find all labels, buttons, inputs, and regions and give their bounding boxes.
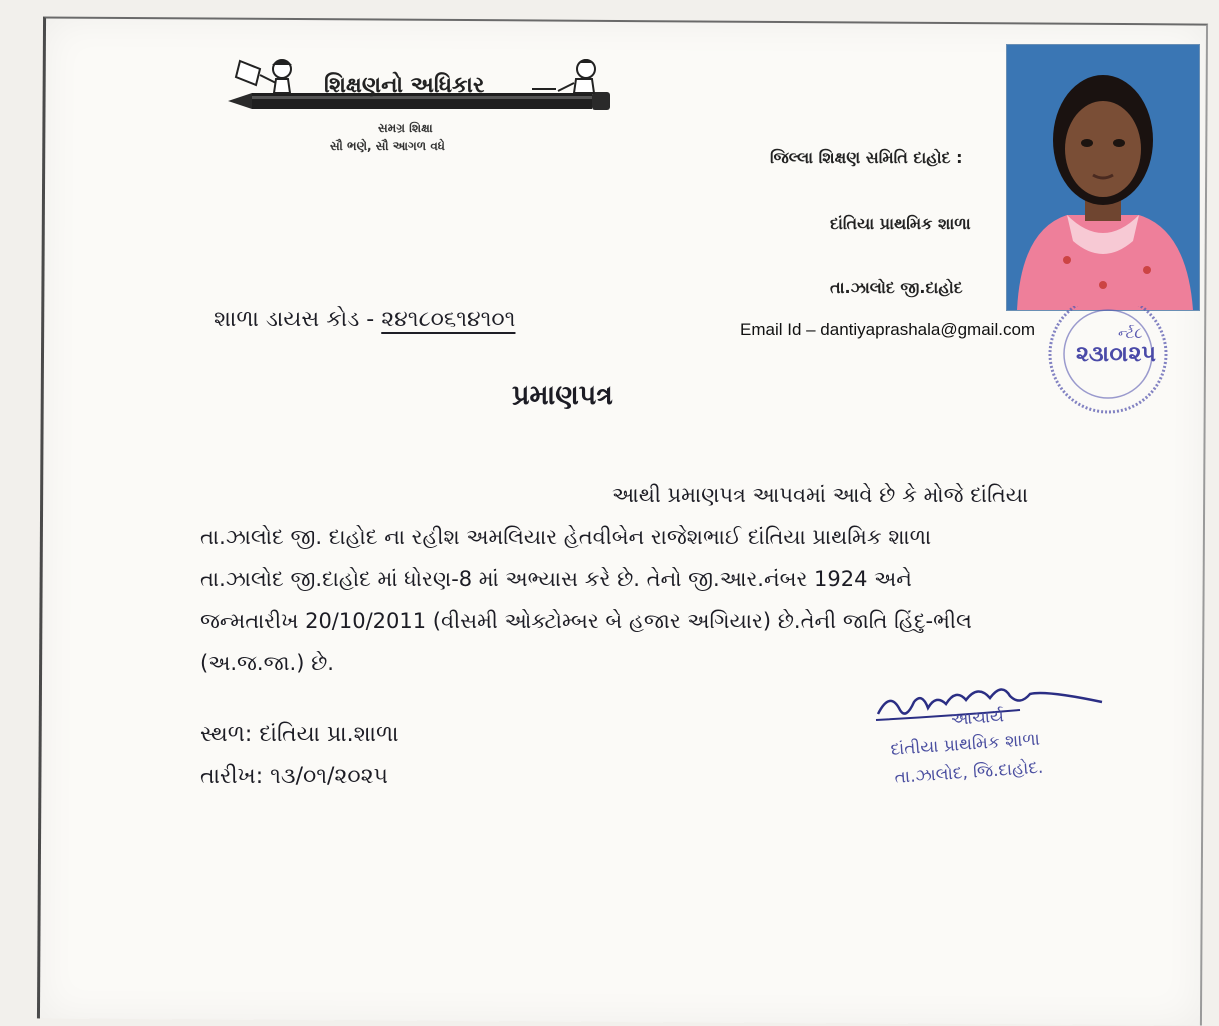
date-line: તારીખ: ૧૩/૦૧/૨૦૨૫ [200, 764, 388, 789]
round-stamp [1038, 306, 1188, 416]
body-line-1: આથી પ્રમાણપત્ર આપવમાં આવે છે કે મોજે દાંતિયા [612, 483, 1029, 507]
body-line-4: જન્મતારીખ 20/10/2011 (વીસમી ઓક્ટોમ્બર બે હજાર અગિયાર) છે.તેની જાતિ હિંદુ-ભીલ [200, 609, 972, 633]
body-line-2: તા.ઝાલોદ જી. દાહોદ ના રહીશ અમલિયાર હેતવીબેન રાજેશભાઈ દાંતિયા પ્રાથમિક શાળા [200, 525, 932, 549]
signature-place: તા.ઝાલોદ, જિ.દાહોદ. [894, 757, 1044, 788]
dise-code-value: ૨૪૧૮૦૬૧૪૧૦૧ [381, 307, 516, 332]
district-committee-name: જિલ્લા શિક્ષણ સમિતિ દાહોદ : [770, 148, 963, 167]
signature-role: આચાર્ય [950, 706, 1005, 730]
samagra-shiksha-logo [220, 55, 620, 165]
logo-subtitle: સમગ્ર શિક્ષા [378, 121, 433, 135]
school-name: દાંતિયા પ્રાથમિક શાળા [830, 214, 971, 233]
certificate-title: પ્રમાણપત્ર [512, 380, 613, 411]
place-line: સ્થળ: દાંતિયા પ્રા.શાળા [200, 722, 399, 747]
stamp-number: ર્ન્ટ૮ [1118, 324, 1143, 342]
logo-title: શિક્ષણનો અધિકાર [324, 73, 485, 98]
body-line-3: તા.ઝાલોદ જી.દાહોદ માં ધોરણ-8 માં અભ્યાસ કરે છે. તેનો જી.આર.નંબર 1924 અને [200, 567, 912, 591]
student-photo [1006, 44, 1200, 311]
dise-code-label: શાળા ડાયસ કોડ - [214, 307, 382, 332]
principal-signature [870, 680, 1120, 800]
signature-school: દાંતીયા પ્રાથમિક શાળા [890, 729, 1041, 760]
logo-tagline: સૌ ભણે, સૌ આગળ વધે [330, 139, 446, 153]
school-address: તા.ઝાલોદ જી.દાહોદ [830, 278, 963, 297]
body-line-5: (અ.જ.જા.) છે. [200, 651, 334, 675]
dise-code-line [214, 307, 515, 332]
stamp-date: ૨૩।૦।૨૫ [1076, 342, 1156, 367]
school-email: Email Id – dantiyaprashala@gmail.com [740, 320, 1036, 339]
